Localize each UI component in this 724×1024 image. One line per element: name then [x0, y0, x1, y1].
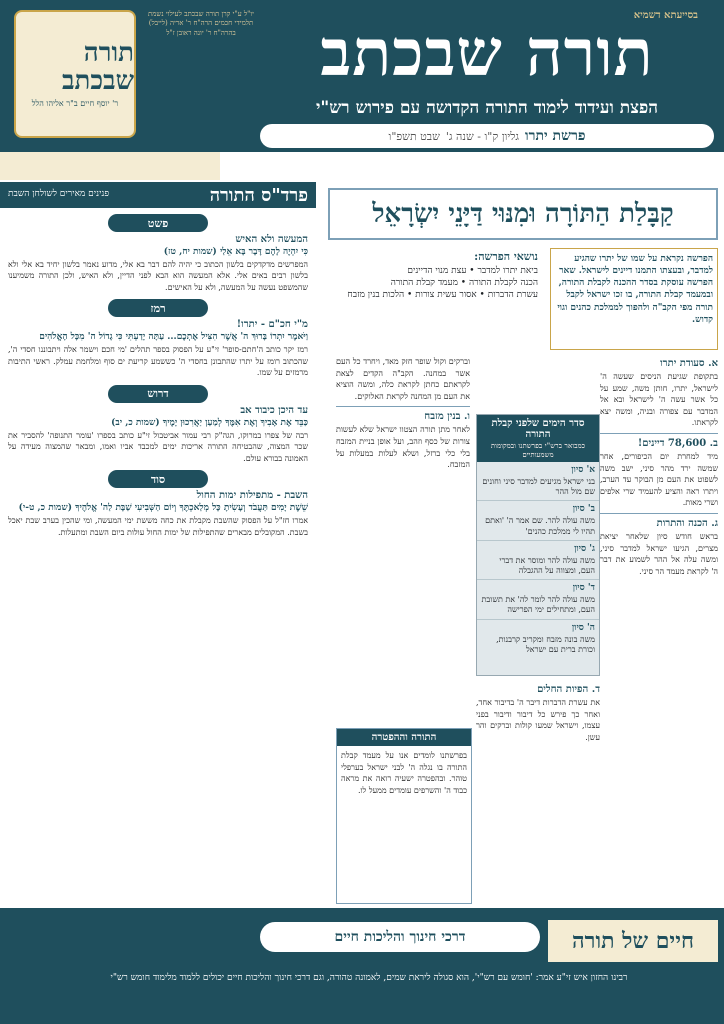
order-item [477, 580, 599, 619]
subsection-body: בתקופת שגיעת הניסים שעשה ה' לישראל, יתרו, חותן משה, שמע על כל אשר עשה ה' לישראל ובא אל המדבר עם צפורה ובניה, ומשה יצא לקראתו. [600, 372, 718, 428]
publication-logo [14, 10, 136, 138]
pardes-header [0, 182, 316, 208]
divider [600, 433, 718, 434]
logo-title: תורה שבכתב [61, 38, 134, 96]
subsection-heading: ו. בנין מזבח [424, 411, 470, 423]
masthead-title: תורה שבכתב [320, 16, 654, 91]
issue-number: גליון ק"ו - שנה ג' [445, 129, 519, 143]
order-box-title: סדר הימים שלפני קבלת התורה [491, 418, 585, 440]
parasha-topics [336, 248, 542, 350]
masthead-tagline: הפצת ועידוד לימוד התורה הקדושה עם פירוש רש"י [315, 98, 659, 118]
left-column-top-strip [0, 152, 220, 180]
order-item [477, 620, 599, 658]
logo-subtitle: ר' יוסף חיים ב"ר אליהו הלל [31, 98, 119, 108]
main-article-title: קַבָּלַת הַתּוֹרָה וּמִנּוּי דַּיָּנֵי יִשְׂרָאֵל [328, 188, 718, 240]
torah-haftara-box [336, 728, 472, 904]
order-item [477, 501, 599, 540]
order-text: משה בונה מזבח ומקריב קרבנות, וכורת ברית עם ישראל [496, 634, 595, 654]
section-heading: עד היכן כיבוד אב [240, 404, 308, 416]
subsection-heading: ג. הכנה והתרות [656, 517, 718, 529]
section-body: רבה של צפרו במרוקו, הגה"ק רבי עמור אביטבול זי"ע כותב בספרו 'עומר התנופה' להסביר את שכר המצוה, שהבטיחה התורה אריכות ימים למכבד אביו ואמו, ומבאר שהמצוה מעידה על האמונה בבורא עולם. [8, 430, 308, 463]
divider [336, 406, 470, 407]
order-text: בני ישראל מגיעים למדבר סיני וחונים שם מול ההר [482, 476, 595, 497]
topics-heading: נושאי הפרשה: [474, 250, 538, 263]
section-heading: השבת - מתפילות ימות החול [196, 490, 308, 502]
subsection-body: וברקים וקול שופר חזק מאד, ויחרד כל העם אשר במחנה. הקב"ה הקדים לצאת לקראתם כחתן לקראת כלה, ומשה הוציא את העם מן המחנה לקראת האלוקים. [336, 357, 470, 401]
footer-quote: רבינו החזון איש זי"ע אמר: 'חומש עם רש"י', הוא סגולה ליראת שמים, לאמונה טהורה, וגם דרכי חינוך והליכות חיים יכולים ללמוד מלימוד חומש רש"י [110, 973, 628, 983]
subsection-heading: ב. 78,600 דיינים! [637, 437, 718, 449]
pardes-subtitle: פנינים מאירים לשולחן השבת [8, 189, 110, 200]
section-pill-drush: דרוש [108, 385, 208, 403]
section-pill-peshat: פשט [108, 214, 208, 232]
section-body: רמז יקר כותב ה'חתם-סופר' זי"ע על הפסוק בספר תהלים 'מי חכם וישמר אלה ויתבוננו חסדי ה', שהכתוב רומז על יתרו שהתבונן בחסדי ה' כששמע קריעת ים סוף ומלחמת עמלק. ראשי התיבות מרמזים על שמו. [8, 345, 308, 378]
parasha-name: פרשת יתרו [525, 127, 586, 144]
order-text: משה עולה להר. שם אמר ה' 'ואתם תהיו לי ממלכת כהנים' [485, 516, 595, 536]
footer-title: חיים של תורה [548, 920, 718, 962]
section-verse: וַיֹּאמֶר יִתְרוֹ בָּרוּךְ ה' אֲשֶׁר הִצִּיל אֶתְכֶם... עַתָּה יָדַעְתִּי כִּי גָדוֹל ה' מִכָּל הָאֱלֹהִים [39, 332, 308, 343]
order-day: א' סיון [571, 465, 595, 475]
section-body: המפרשים מדקדקים בלשון הכתוב כי יהיה להם דבר בא אלי, מדוע נאמר בלשון יחיד בא אלי ולא בלשון רבים באים אלי. אלא המעשה הוא הבא לפני הדיין, ולא האיש, ולכן התורה משמיענו שהמשפט נעשה על המעשה, ולא על האישים. [8, 259, 308, 292]
article-intro: הפרשה נקראת על שמו של יתרו שהגיע למדבר, ובעצתו התמנו דיינים לישראל. שאר הפרשה עוסקת בסדר ההכנה לקבלת התורה, ובמעמד קבלת התורה, בו זכו ישראל לקבל תורה מפי הקב"ה ולהפוך לממלכת כהנים וגוי קדוש. [550, 248, 718, 350]
footer-subtitle: דרכי חינוך והליכות חיים [260, 922, 540, 952]
pardes-column [0, 212, 316, 902]
divider [600, 513, 718, 514]
section-verse: כִּי יִהְיֶה לָהֶם דָּבָר בָּא אֵלַי (שמות יח, טז) [163, 247, 308, 257]
order-item [477, 462, 599, 501]
subsection-body: לאחר מתן תורה הצטוו ישראל שלא לעשות צורות של כסף וזהב, ועל אופן בניית המזבח בלי כלי ברזל, ושלא לעלות במעלות על המזבח. [336, 425, 470, 470]
order-day: ה' סיון [571, 622, 595, 633]
order-text: משה עולה להר לומר לה' את תשובת העם, ומתחילים ימי הפרישה [481, 595, 595, 615]
article-column-middle [476, 682, 600, 743]
article-column-right [600, 356, 718, 577]
order-text: משה עולה להר ומוסר את דברי העם, ומצווה על ההגבלה [499, 555, 595, 576]
section-pill-remez: רמז [108, 299, 208, 317]
article-column-left [336, 356, 470, 471]
topic-line: ביאת יתרו למדבר • עצת מנוי הדיינים [407, 266, 538, 276]
order-box-subtitle: כמבואר ברש"י בפרשתנו ובמקומות משמעותיים [490, 441, 586, 459]
subsection-body: בראש חודש סיון שלאחר יציאת מצרים, הגיעו ישראל למדבר סיני, ומשה עלה אל ההר לשמוע את דבר ה' לקראת מעמד הר סיני. [600, 531, 718, 576]
haftara-header: התורה וההפטרה [337, 729, 471, 746]
topic-line: עשרת הדברות • אסור עשית צורות • הלכות בנין מזבח [347, 290, 538, 301]
order-day: ג' סיון [574, 543, 595, 554]
dedication-credit: יו"ל ע"י קרן תורה שבכתב לעילוי נשמת תלמידי חכמים הרה"ח ר' אריה (לייבל) בהרה"ח ר' יונה ראובן ז"ל [148, 10, 254, 37]
section-heading: מ"י חכ"ם - יתרו! [236, 319, 308, 331]
masthead-label: בסייעתא דשמיא [633, 10, 698, 21]
section-body: אמרו חז"ל על הפסוק שהשבת מקבלת את כחה מששת ימי המעשה, ומי שהכין בערב שבת יאכל בשבת. המקובלים מבארים שהתפילות של ימות החול עולות ביום השבת ומתעלות. [8, 516, 308, 537]
topic-line: הכנה לקבלת התורה • מעמד קבלת התורה [390, 278, 538, 289]
subsection-heading: ד. הפיות החלים [537, 684, 600, 695]
section-pill-sod: סוד [108, 470, 208, 488]
order-of-days-box [476, 414, 600, 676]
parasha-bar [260, 124, 714, 148]
subsection-body: מיד למחרת יום הכיפורים, אחר שמשה ירד מהר סיני, ישב משה לשפוט את העם מן הבוקר עד הערב, ויתרו ראה והציע להעמיד שרי אלפים ושרי מאות. [600, 451, 718, 508]
order-box-header [477, 415, 599, 462]
section-verse: שֵׁשֶׁת יָמִים תַּעֲבֹד וְעָשִׂיתָ כָּל מְלַאכְתֶּךָ וְיוֹם הַשְּׁבִיעִי שַׁבָּת לַה' אֱלֹהֶיךָ (שמות כ, ט-י) [18, 503, 308, 514]
order-item [477, 541, 599, 580]
order-day: ד' סיון [572, 583, 595, 594]
subsection-heading: א. סעודת יתרו [660, 358, 718, 369]
order-day: ב' סיון [572, 504, 595, 515]
haftara-text: בפרשתנו לומדים אנו על מעמד קבלת התורה בו נגלה ה' לבני ישראל בערפלי טוהר. ובהפטרה ישעיה רואה את מראה כבוד ה' והשרפים עומדים ממעל לו. [341, 751, 467, 795]
subsection-body: את עשרת הדברות דיבר ה' בדיבור אחד, ואחר כך פירש כל דיבור ודיבור בפני עצמו, וישראל שמעו קולות וברקים והר עשן. [476, 698, 600, 742]
issue-date: שבט תשפ"ו [388, 129, 440, 143]
section-verse: כַּבֵּד אֶת אָבִיךָ וְאֶת אִמֶּךָ לְמַעַן יַאֲרִכוּן יָמֶיךָ (שמות כ, יב) [111, 417, 308, 428]
pardes-title: פרד"ס התורה [209, 184, 308, 206]
section-heading: המעשה ולא האיש [235, 234, 308, 245]
